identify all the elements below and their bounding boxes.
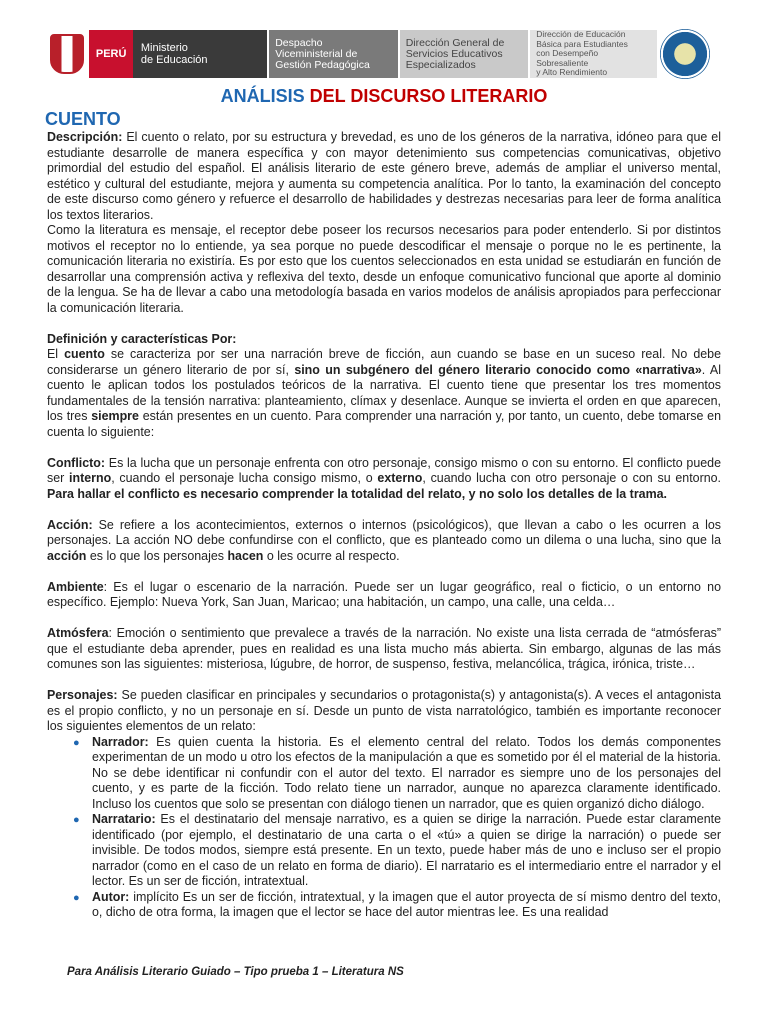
ambiente-paragraph: Ambiente: Es el lugar o escenario de la narración. Puede ser un lugar geográfico, real o ficticio, o un entorno no específico. Ejemplo: Nueva York, San Juan, Maricao; una habitación, un campo, una calle, una celda… [47, 579, 721, 609]
description-paragraph: Descripción: El cuento o relato, por su estructura y brevedad, es uno de los géneros de la narrativa, idóneo para que el estudiante desarrolle de manera específica y con mayor detenimiento sus competencias comunicativas, objetivo primordial del estudio del español. El análisis literario de este género breve, además de ampliar el universo mental, estético y cultural del estudiante, mejora y aumenta su competencia analítica. Por lo tanto, la examinación del concepto de este discurso como género y refuerce el desarrollo de habilidades y destrezas necesarias para leer de forma analítica los textos literarios. [47, 130, 721, 222]
section-heading: CUENTO [45, 109, 121, 129]
direccion-educacion-label: Dirección de Educación Básica para Estudiantes con Desempeño Sobresaliente y Alto Rendimiento [530, 30, 657, 78]
page-title: ANÁLISIS DEL DISCURSO LITERARIO [220, 86, 548, 106]
bullet-icon: ● [73, 891, 80, 904]
peru-logo: PERÚ [89, 30, 132, 78]
document-body [47, 130, 721, 921]
ministerio-label: Ministerio de Educación [133, 30, 267, 78]
peru-coat-of-arms-icon [44, 30, 89, 78]
accion-paragraph: Acción: Se refiere a los acontecimientos, externos o internos (psicológicos), que llevan a cabo o les ocurren a los personajes. La acción NO debe confundirse con el conflicto, que es planteado como un dilema o una lucha, sino que la acción es lo que los personajes hacen o les ocurre al respecto. [47, 517, 721, 563]
conflicto-paragraph: Conflicto: Es la lucha que un personaje enfrenta con otro personaje, consigo mismo o con su entorno. El conflicto puede ser interno, cuando el personaje lucha consigo mismo, o externo, cuando lucha con otro personaje o con su entorno. Para hallar el conflicto es necesario comprender la totalidad del relato, y no solo los detalles de la trama. [47, 455, 722, 501]
list-item: ● Autor: implícito Es un ser de ficción, intratextual, y la imagen que el autor proyecta de sí mismo dentro del texto, o, dicho de otra forma, la imagen que el lector se hace del autor mientras lee. Es una realidad [73, 889, 721, 919]
emblem-logo-icon [657, 30, 714, 78]
elements-list [47, 735, 721, 921]
list-item: ● Narrador: Es quien cuenta la historia. Es el elemento central del relato. Todos los demás componentes experimentan de un modo u otro los efectos de la manipulación a que es sometido por él el material de la historia. No se debe identificar ni confundir con el autor del texto. El narrador es siempre uno de los personajes del cuento, y es parte de la ficción. Todo relato tiene un narrador, aunque no aparezca claramente identificado. Incluso los cuentos que solo se presentan con diálogo tienen un narrador, que es quien organizó dicho diálogo. [73, 734, 721, 811]
list-item: ● Narratario: Es el destinatario del mensaje narrativo, es a quien se dirige la narración. Puede estar claramente identificado (por ejemplo, el destinatario de una carta o el «tú» a quien se dirige la narración) o puede ser invisible. De todos modos, siempre está presente. En un texto, puede haber más de uno e incluso ser el propio narrador (como en el caso de un relato en forma de diario). El narratario es el intermediario entre el narrador y el lector. Es un ser de ficción, intratextual. [73, 812, 721, 888]
paragraph-literatura: Como la literatura es mensaje, el receptor debe poseer los recursos necesarios para poder entenderlo. Si por distintos motivos el receptor no lo entiende, ya sea porque no puede descodificar el mensaje o porque no le es pertinente, la comunicación literaria no existiría. Es por esto que los cuentos seleccionados en esta unidad se estudiarán en función de desarrollar una comprensión activa y reflexiva del texto, desde un enfoque comunicativo funcional que aporte al dominio de la lengua. Se ha de llevar a cabo una metodología basada en varios modelos de análisis apropiados para perfeccionar la comunicación literaria. [47, 223, 721, 315]
despacho-label: Despacho Viceministerial de Gestión Pedagógica [269, 30, 398, 78]
page-footer: Para Análisis Literario Guiado – Tipo prueba 1 – Literatura NS [67, 966, 404, 978]
definition-heading: Definición y características Por: [47, 331, 237, 346]
atmosfera-paragraph: Atmósfera: Emoción o sentimiento que prevalece a través de la narración. No existe una lista cerrada de “atmósferas” que el estudiante deba aprender, pues en realidad es una lista mucho más abierta. Sin embargo, algunas de las más comunes son las siguientes: misteriosa, lúgubre, de horror, de suspenso, festiva, melancólica, trágica, irónica, triste… [47, 626, 721, 671]
institutional-header [44, 30, 714, 78]
direccion-general-label: Dirección General de Servicios Educativos Especializados [400, 30, 529, 78]
definition-paragraph: El cuento se caracteriza por ser una narración breve de ficción, aun cuando se base en un suceso real. No debe considerarse un género literario de por sí, sino un subgénero del género literario conocido como «narrativa». Al cuento le aplican todos los postulados teóricos de la narrativa. El cuento tiene que presentar los tres momentos fundamentales de la tensión narrativa: planteamiento, clímax y desenlace. Aunque se invierta el orden en que aparecen, los tres siempre están presentes en un cuento. Para comprender una narración y, por tanto, un cuento, debe tomarse en cuenta lo siguiente: [47, 347, 722, 439]
personajes-paragraph: Personajes: Se pueden clasificar en principales y secundarios o protagonista(s) y antagonista(s). A veces el antagonista es el propio conflicto, y no un personaje en sí. Desde un punto de vista narratológico, también es importante reconocer los siguientes elementos de un relato: [47, 688, 721, 733]
bullet-icon: ● [73, 814, 80, 826]
bullet-icon: ● [73, 736, 80, 749]
